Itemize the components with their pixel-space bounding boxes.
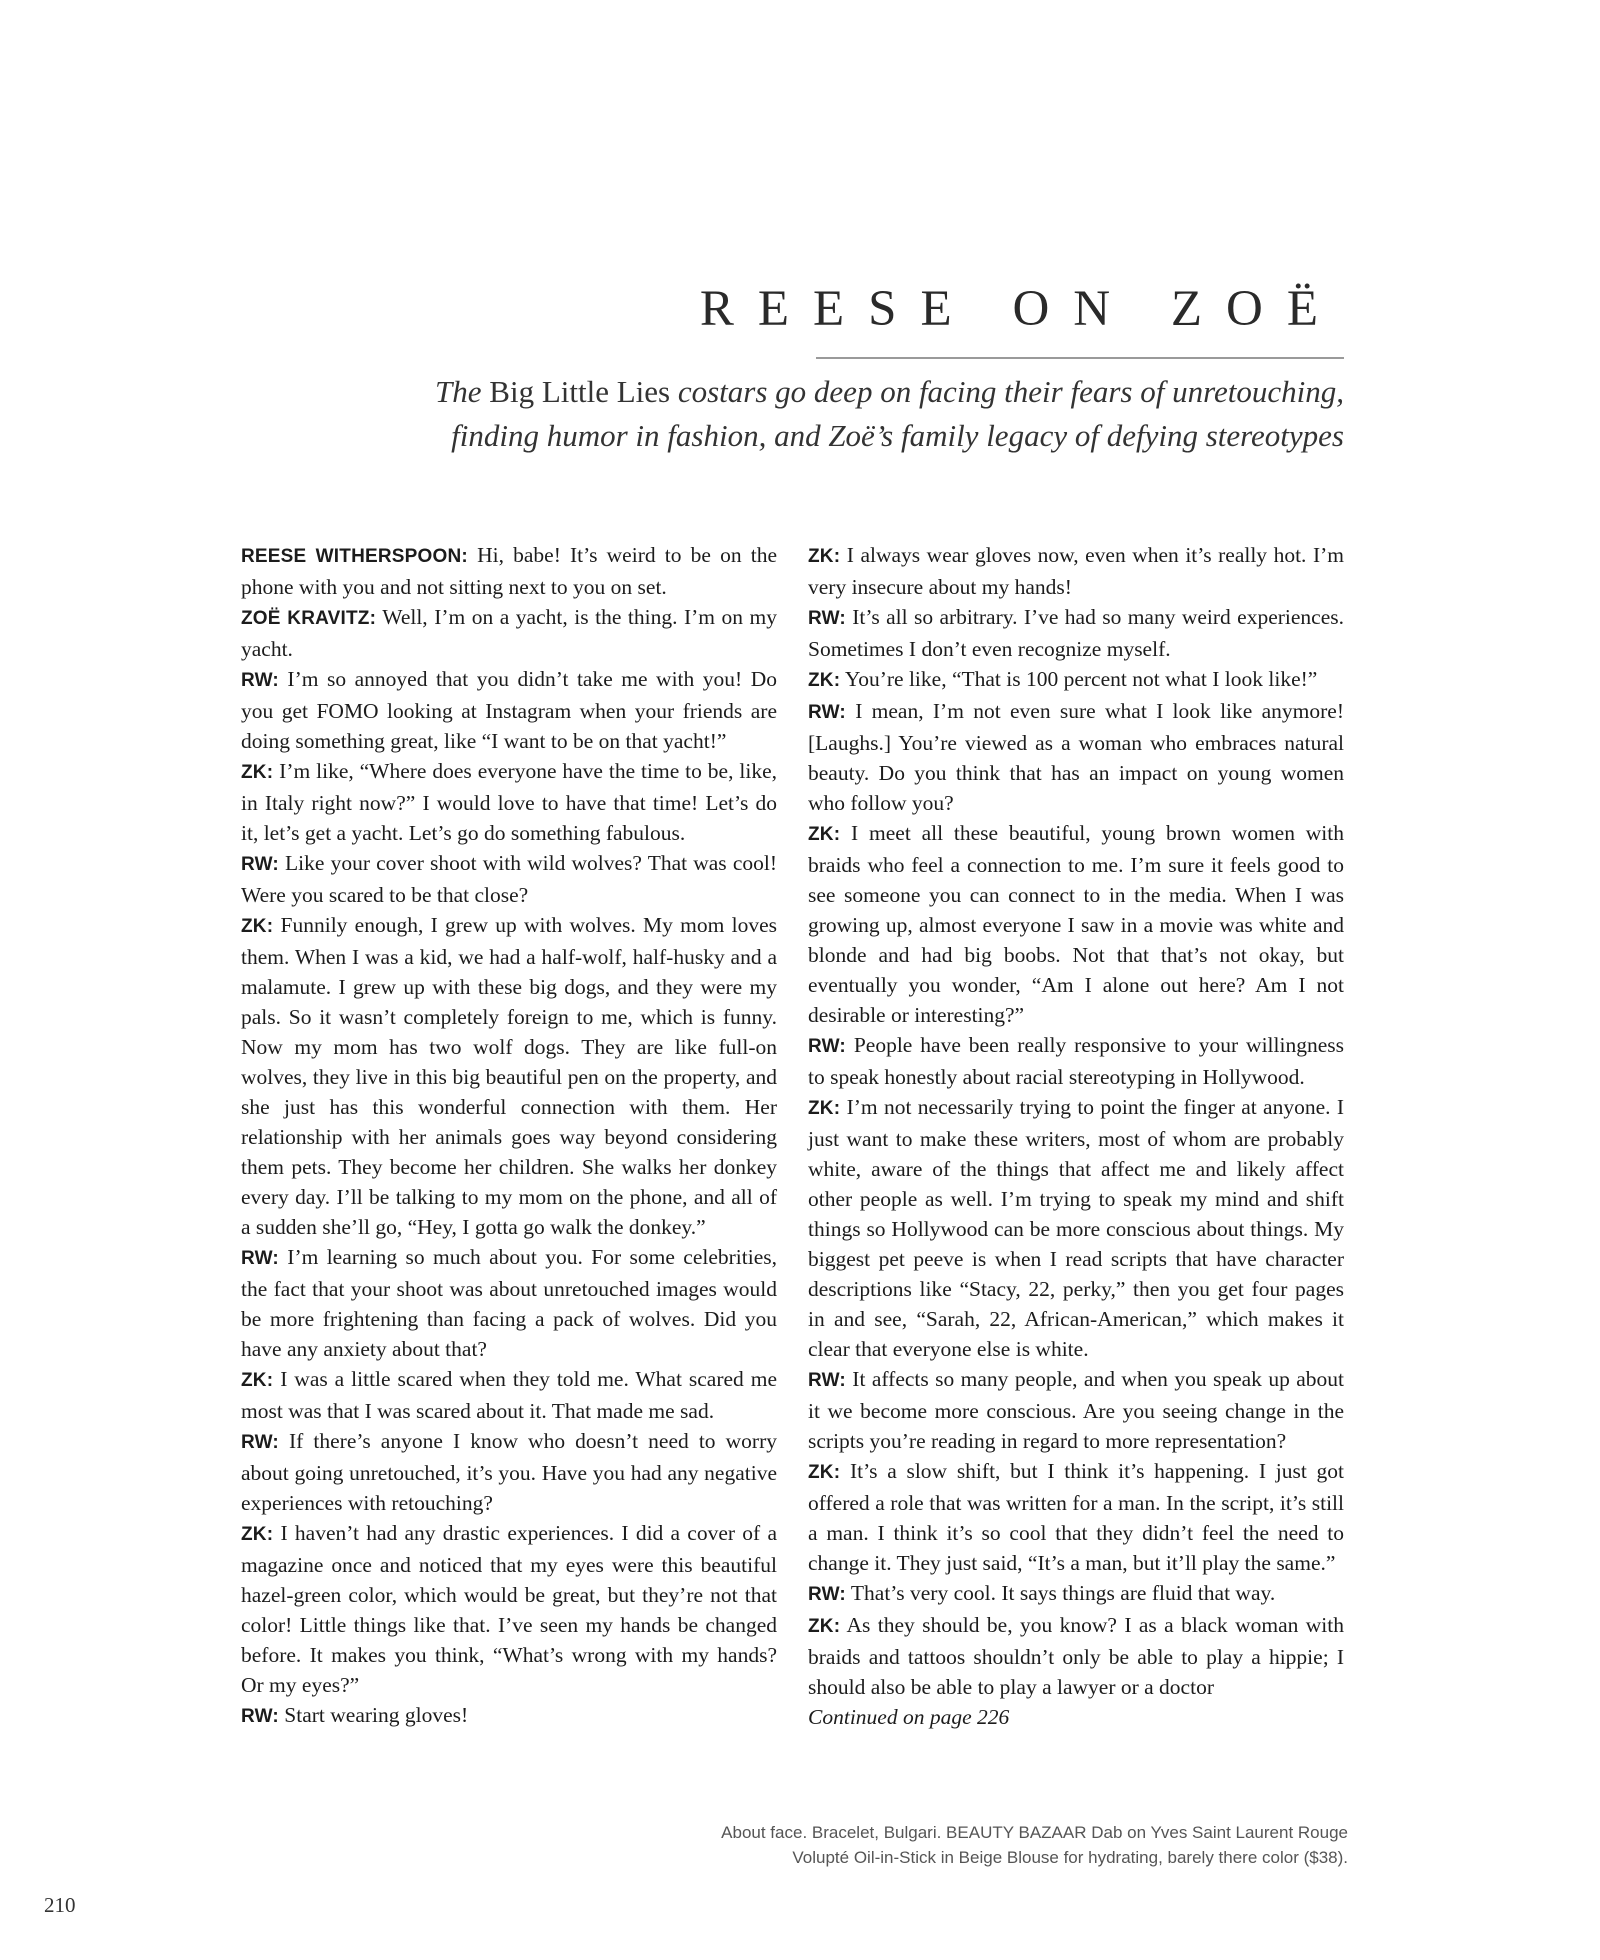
deck-rest: costars go deep on facing their fears of unretouching, finding humor in fashion, and Zoë’s family legacy of defying stereotypes (451, 374, 1344, 453)
speaker-label: RW: (241, 1706, 279, 1727)
paragraph-text: I was a little scared when they told me. What scared me most was that I was scared about it. That made me sad. (241, 1367, 777, 1423)
speaker-label: RW: (808, 1370, 846, 1391)
interview-paragraph (808, 1456, 1344, 1578)
interview-paragraph (241, 848, 777, 910)
interview-paragraph (808, 602, 1344, 664)
interview-column-right-body (808, 540, 1344, 1702)
interview-paragraph (241, 602, 777, 664)
interview-paragraph (241, 910, 777, 1242)
deck-lead: The (435, 374, 490, 409)
interview-paragraph (241, 1518, 777, 1700)
interview-paragraph (808, 696, 1344, 818)
paragraph-text: I haven’t had any drastic experiences. I did a cover of a magazine once and noticed that my eyes were this beautiful hazel-green color, which would be great, but they’re not that color! Little things like that. I’ve seen my hands be changed before. It makes you think, “What’s wrong with my hands? Or my eyes?” (241, 1521, 777, 1697)
article-headline: REESE ON ZOË (699, 281, 1342, 337)
interview-paragraph (241, 540, 777, 602)
deck-show-title: Big Little Lies (489, 374, 671, 409)
speaker-label: ZK: (808, 546, 841, 567)
paragraph-text: People have been really responsive to your willingness to speak honestly about racial stereotyping in Hollywood. (808, 1033, 1344, 1089)
article-deck (384, 370, 1344, 458)
interview-paragraph (808, 1578, 1344, 1610)
paragraph-text: You’re like, “That is 100 percent not what I look like!” (840, 667, 1318, 691)
interview-paragraph (808, 1610, 1344, 1702)
paragraph-text: I meet all these beautiful, young brown women with braids who feel a connection to me. I’m sure it feels good to see someone you can connect to in the media. When I was growing up, almost everyone I saw in a movie was white and blonde and had big boobs. Not that that’s not okay, but eventually you wonder, “Am I alone out here? Am I not desirable or interesting?” (808, 821, 1344, 1027)
speaker-label: ZOË KRAVITZ: (241, 608, 377, 629)
speaker-label: RW: (241, 854, 279, 875)
paragraph-text: I mean, I’m not even sure what I look like anymore! [Laughs.] You’re viewed as a woman who embraces natural beauty. Do you think that has an impact on young women who follow you? (808, 699, 1344, 815)
interview-paragraph (241, 1700, 777, 1732)
paragraph-text: Like your cover shoot with wild wolves? That was cool! Were you scared to be that close? (241, 851, 777, 907)
paragraph-text: Hi, babe! It’s weird to be on the phone with you and not sitting next to you on set. (241, 543, 777, 599)
speaker-label: ZK: (241, 762, 274, 783)
interview-paragraph (241, 664, 777, 756)
speaker-label: ZK: (241, 1370, 274, 1391)
speaker-label: RW: (808, 608, 846, 629)
paragraph-text: That’s very cool. It says things are fluid that way. (845, 1581, 1276, 1605)
caption-line: Volupté Oil-in-Stick in Beige Blouse for hydrating, barely there color ($38). (792, 1848, 1348, 1867)
paragraph-text: Start wearing gloves! (278, 1703, 469, 1727)
interview-paragraph (241, 1242, 777, 1364)
paragraph-text: It affects so many people, and when you speak up about it we become more conscious. Are you seeing change in the scripts you’re reading in regard to more representation? (808, 1367, 1344, 1453)
speaker-label: RW: (808, 1584, 846, 1605)
speaker-label: ZK: (241, 916, 274, 937)
paragraph-text: If there’s anyone I know who doesn’t need to worry about going unretouched, it’s you. Have you had any negative experiences with retouching? (241, 1429, 777, 1515)
interview-paragraph (808, 540, 1344, 602)
interview-paragraph (808, 664, 1344, 696)
speaker-label: RW: (808, 702, 846, 723)
paragraph-text: I’m so annoyed that you didn’t take me with you! Do you get FOMO looking at Instagram when your friends are doing something great, like “I want to be on that yacht!” (241, 667, 777, 753)
speaker-label: ZK: (808, 1098, 841, 1119)
interview-paragraph (241, 756, 777, 848)
paragraph-text: Funnily enough, I grew up with wolves. My mom loves them. When I was a kid, we had a half-wolf, half-husky and a malamute. I grew up with these big dogs, and they were my pals. So it wasn’t completely foreign to me, which is funny. Now my mom has two wolf dogs. They are like full-on wolves, they live in this big beautiful pen on the property, and she just has this wonderful connection with them. Her relationship with her animals goes way beyond considering them pets. They become her children. She walks her donkey every day. I’ll be talking to my mom on the phone, and all of a sudden she’ll go, “Hey, I gotta go walk the donkey.” (241, 913, 777, 1239)
paragraph-text: It’s a slow shift, but I think it’s happening. I just got offered a role that was written for a man. In the script, it’s still a man. I think it’s so cool that they didn’t feel the need to change it. They just said, “It’s a man, but it’ll play the same.” (808, 1459, 1344, 1575)
interview-paragraph (241, 1364, 777, 1426)
page-number: 210 (44, 1893, 76, 1917)
interview-paragraph (241, 1426, 777, 1518)
caption-line: About face. Bracelet, Bulgari. BEAUTY BAZAAR Dab on Yves Saint Laurent Rouge (721, 1823, 1348, 1842)
interview-column-right (808, 540, 1344, 1732)
interview-paragraph (808, 1092, 1344, 1364)
speaker-label: RW: (808, 1036, 846, 1057)
speaker-label: ZK: (808, 670, 841, 691)
paragraph-text: I’m learning so much about you. For some celebrities, the fact that your shoot was about unretouched images would be more frightening than facing a pack of wolves. Did you have any anxiety about that? (241, 1245, 777, 1361)
paragraph-text: I’m like, “Where does everyone have the time to be, like, in Italy right now?” I would love to have that time! Let’s do it, let’s get a yacht. Let’s go do something fabulous. (241, 759, 777, 845)
speaker-label: REESE WITHERSPOON: (241, 546, 468, 567)
paragraph-text: It’s all so arbitrary. I’ve had so many weird experiences. Sometimes I don’t even recognize myself. (808, 605, 1344, 661)
speaker-label: ZK: (808, 1616, 841, 1637)
interview-paragraph (808, 818, 1344, 1030)
paragraph-text: As they should be, you know? I as a black woman with braids and tattoos shouldn’t only be able to play a hippie; I should also be able to play a lawyer or a doctor (808, 1613, 1344, 1699)
speaker-label: ZK: (241, 1524, 274, 1545)
speaker-label: RW: (241, 670, 279, 691)
paragraph-text: Well, I’m on a yacht, is the thing. I’m on my yacht. (241, 605, 778, 661)
speaker-label: ZK: (808, 1462, 841, 1483)
paragraph-text: I always wear gloves now, even when it’s really hot. I’m very insecure about my hands! (808, 543, 1344, 599)
interview-column-left (241, 540, 777, 1732)
continued-note: Continued on page 226 (808, 1705, 1010, 1729)
interview-paragraph (808, 1364, 1344, 1456)
headline-rule (816, 357, 1344, 359)
photo-caption (588, 1820, 1348, 1870)
paragraph-text: I’m not necessarily trying to point the finger at anyone. I just want to make these writers, most of whom are probably white, aware of the things that affect me and likely affect other people as well. I’m trying to speak my mind and shift things so Hollywood can be more conscious about things. My biggest pet peeve is when I read scripts that have character descriptions like “Stacy, 22, perky,” then you get four pages in and see, “Sarah, 22, African-American,” which makes it clear that everyone else is white. (808, 1095, 1344, 1361)
speaker-label: RW: (241, 1432, 279, 1453)
interview-paragraph (808, 1030, 1344, 1092)
speaker-label: RW: (241, 1248, 279, 1269)
speaker-label: ZK: (808, 824, 841, 845)
